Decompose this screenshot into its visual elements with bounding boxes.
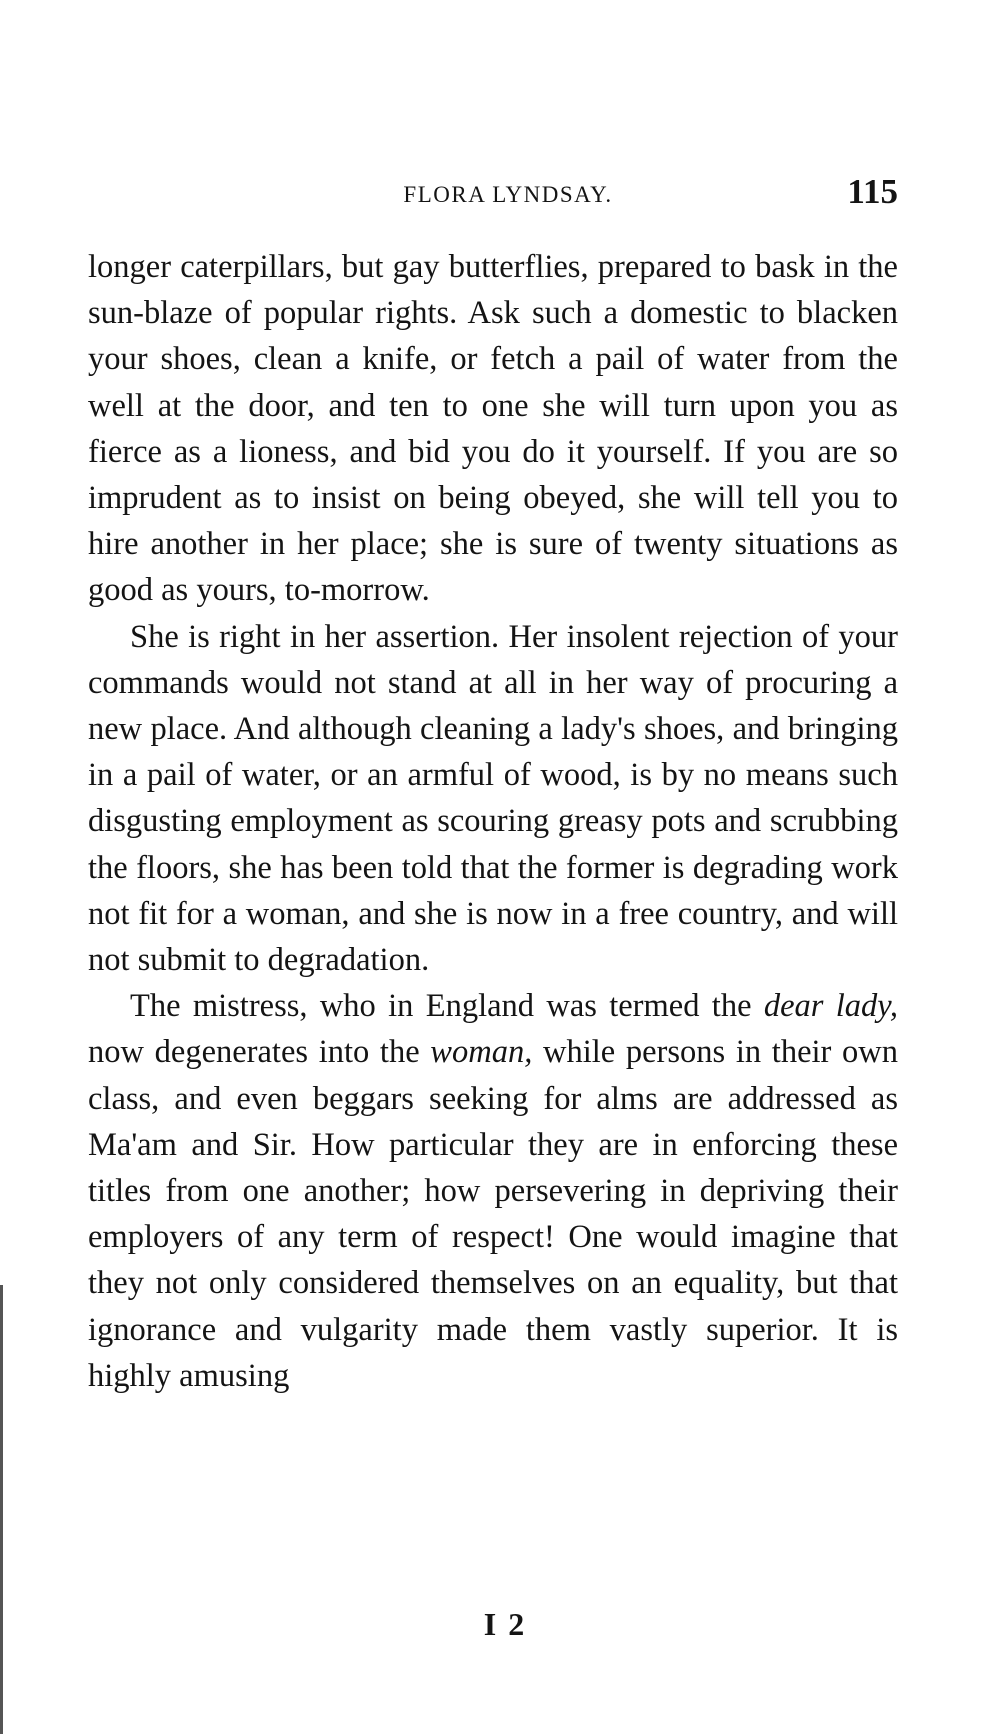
paragraph-2-text: She is right in her assertion. Her insolent rejection of your commands would not stand at all in her way of procuring a new place. And although cleaning a lady's shoes, and bringing in a pail of water, or an armful of wood, is by no means such disgusting employment as scouring greasy pots and scrubbing the floors, she has been told that the former is degrading work not fit for a woman, and she is now in a free country, and will not submit to degradation. xyxy=(88,618,898,979)
paragraph-3-text-a: The mistress, who in England was termed the xyxy=(130,988,764,1025)
running-title: FLORA LYNDSAY. xyxy=(403,182,613,207)
page-header xyxy=(88,172,898,222)
paragraph-3-italic-dear-lady: dear lady, xyxy=(763,988,899,1025)
paragraph-3-italic-woman: woman, xyxy=(430,1034,533,1071)
paragraph-1 xyxy=(88,244,898,614)
paragraph-3-text-b: now degenerates into the xyxy=(88,1034,431,1071)
body-text xyxy=(88,244,898,1399)
paragraph-3 xyxy=(88,983,898,1399)
signature-mark: I 2 xyxy=(483,1606,527,1642)
binding-edge-mark xyxy=(0,1285,3,1734)
paragraph-1-text: longer caterpillars, but gay butterflies, prepared to bask in the sun-blaze of popular rights. Ask such a domestic to blacken your shoes, clean a knife, or fetch a pail of water from the well at the door, and ten to one she will turn upon you as fierce as a lioness, and bid you do it yourself. If you are so imprudent as to insist on being obeyed, she will tell you to hire another in her place; she is sure of twenty situations as good as yours, to-morrow. xyxy=(88,249,898,609)
paragraph-2 xyxy=(88,614,898,984)
paragraph-3-text-c: while persons in their own class, and even beggars seeking for alms are addressed as Ma'am and Sir. How particular they are in enforcing these titles from one another; how persevering in depriving their employers of any term of respect! One would imagine that they not only considered themselves on an equality, but that ignorance and vulgarity made them vastly superior. It is highly amusing xyxy=(88,1034,898,1394)
page-number: 115 xyxy=(847,172,898,211)
